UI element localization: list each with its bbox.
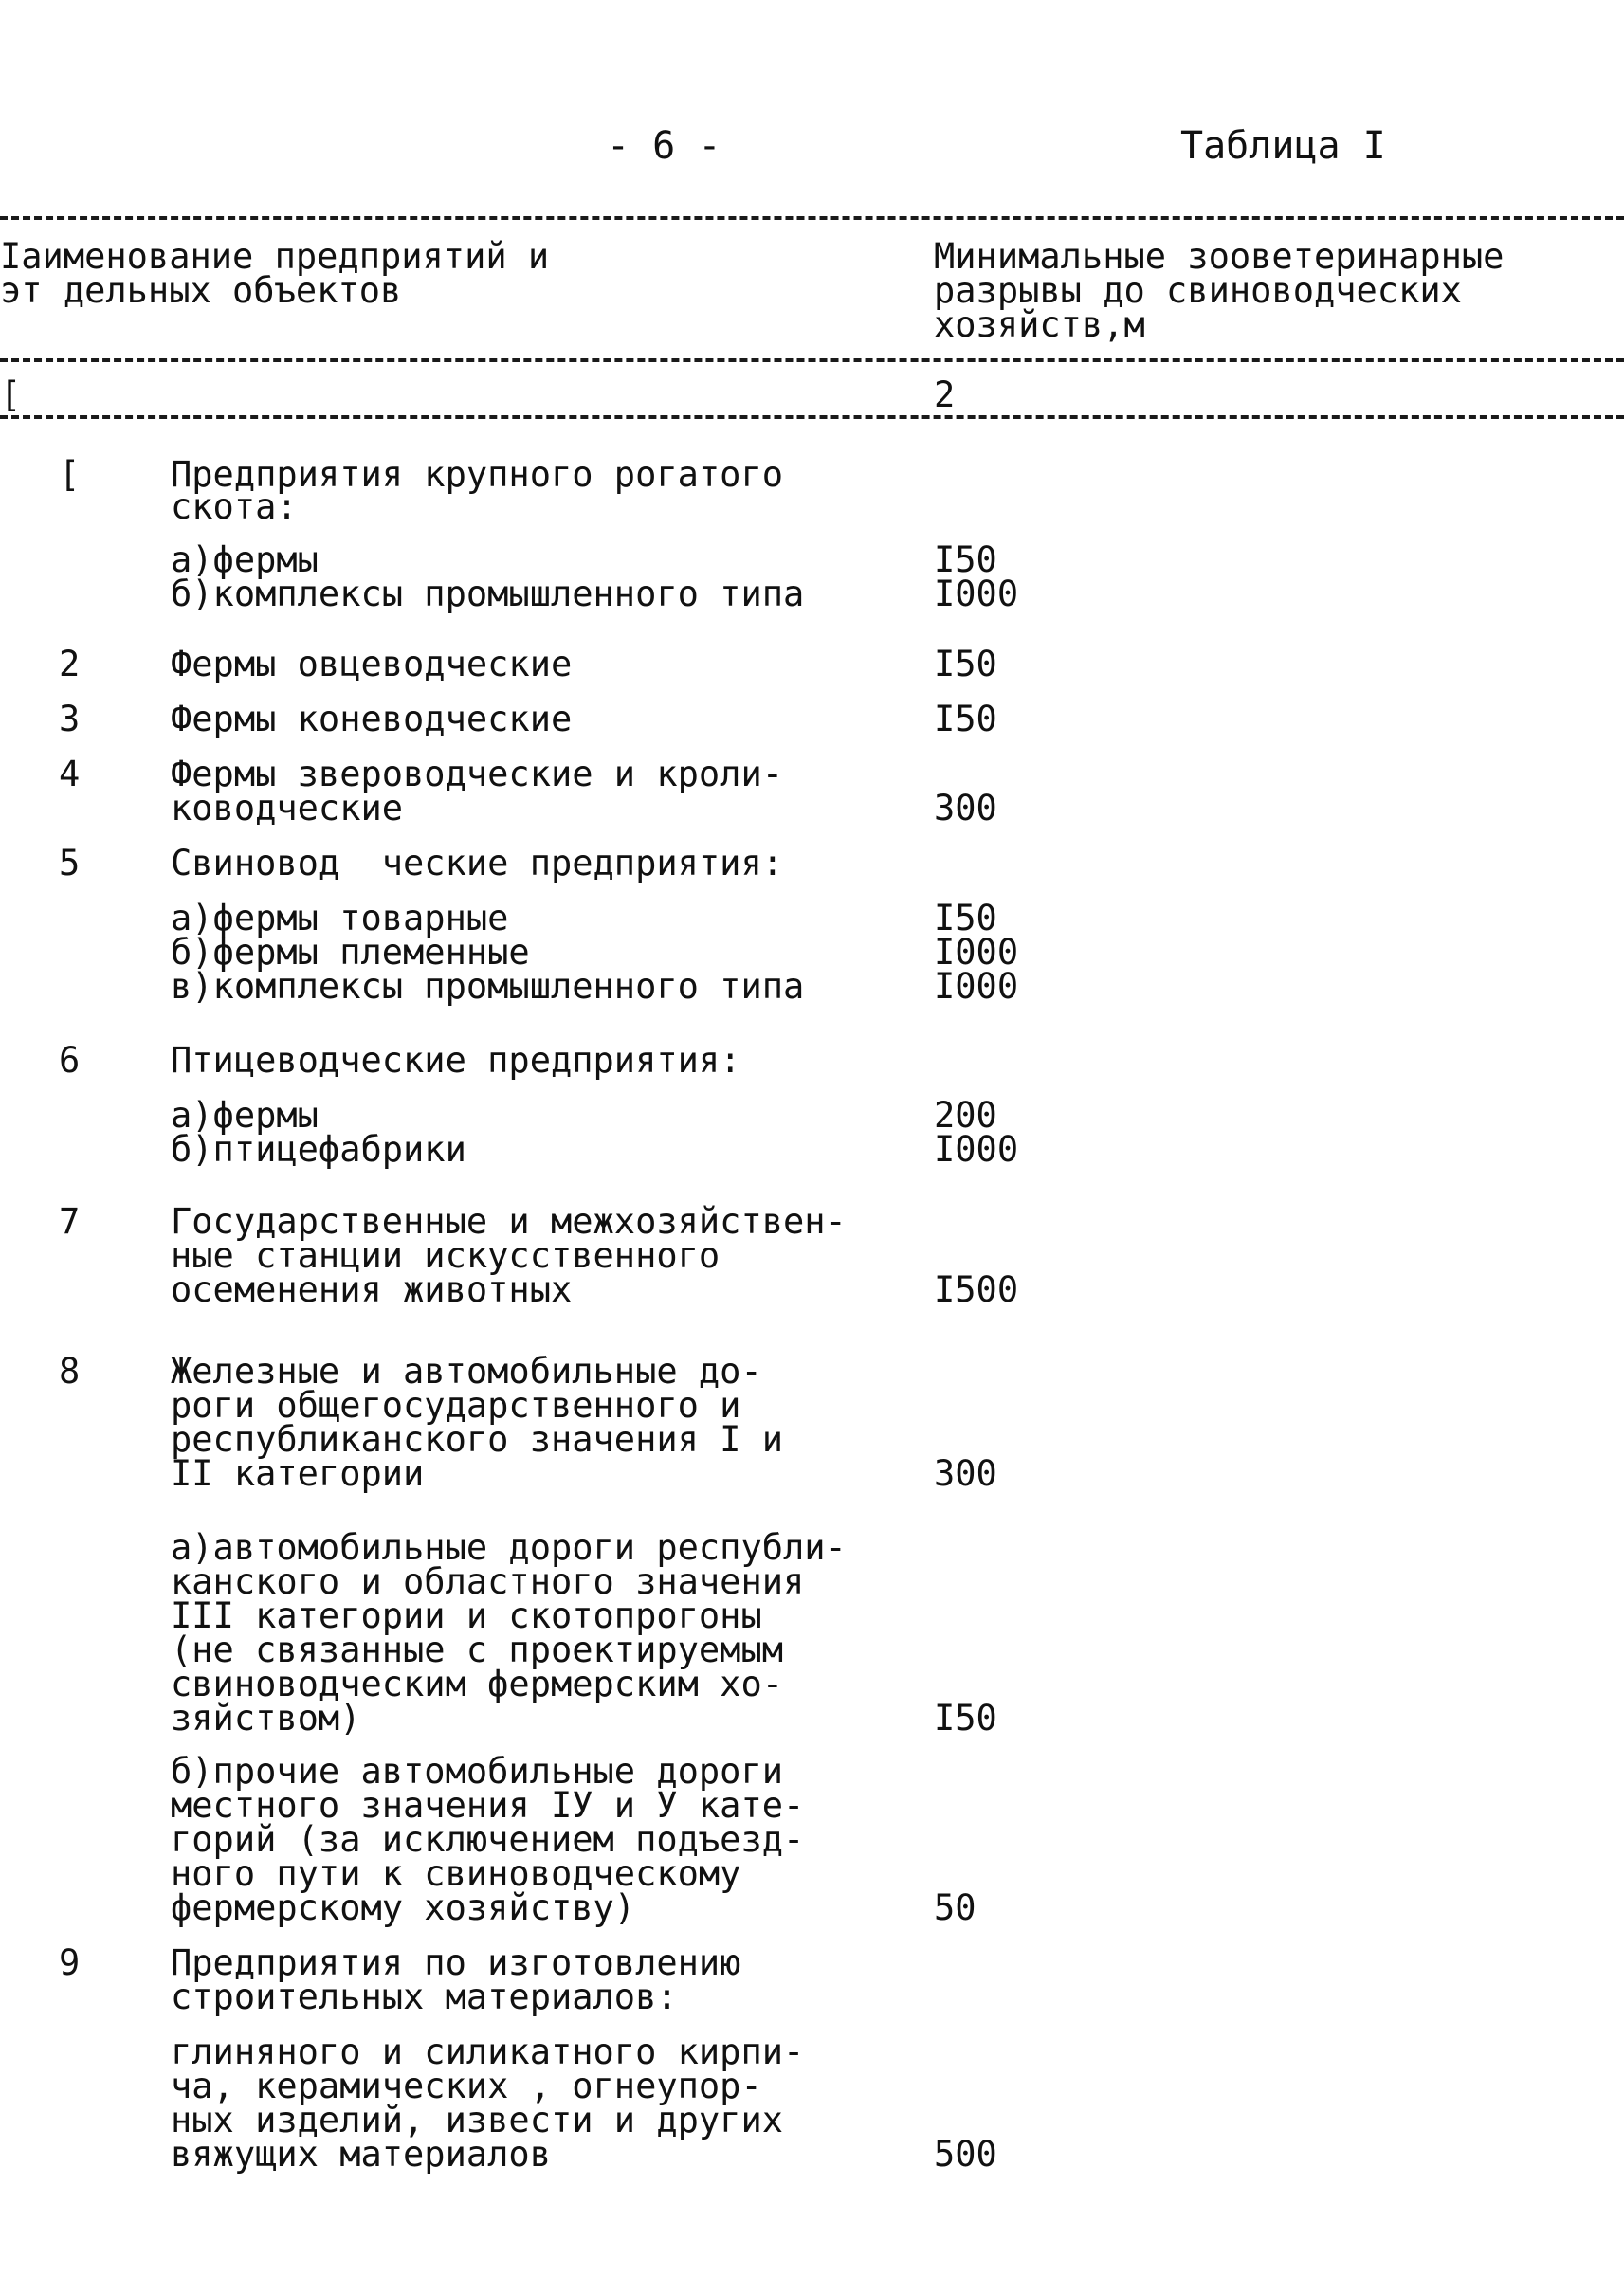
row-text: вяжущих материалов xyxy=(171,2134,551,2175)
row-text: Фермы коневодческие xyxy=(171,699,573,739)
col2-number: 2 xyxy=(934,374,956,415)
row-text: б)комплексы промышленного типа xyxy=(171,574,805,614)
row-value: 300 xyxy=(934,788,997,829)
row-text: ного пути к свиноводческому xyxy=(171,1853,741,1894)
row-value: I50 xyxy=(934,699,997,739)
row-text: ководческие xyxy=(171,788,404,829)
row-value: I500 xyxy=(934,1269,1019,1310)
row-text: а)фермы xyxy=(171,539,319,580)
row-number: 8 xyxy=(59,1351,81,1392)
row-number: 2 xyxy=(59,644,81,684)
row-text: а)фермы xyxy=(171,1095,319,1136)
row-value: I000 xyxy=(934,932,1019,973)
row-text: ных изделий, извести и других xyxy=(171,2100,784,2140)
table-top-rule xyxy=(0,216,1624,220)
row-text: II категории xyxy=(171,1453,425,1494)
row-value: I50 xyxy=(934,1698,997,1739)
row-value: I50 xyxy=(934,898,997,938)
row-text: III категории и скотопрогоны xyxy=(171,1595,762,1636)
row-text: свиноводческим фермерским хо- xyxy=(171,1664,784,1704)
row-value: I50 xyxy=(934,539,997,580)
row-text: строительных материалов: xyxy=(171,1976,678,2017)
row-number: 4 xyxy=(59,754,81,794)
col1-number: [ xyxy=(0,374,22,415)
row-text: (не связанные с проектируемым xyxy=(171,1630,784,1670)
col2-header-line2: разрывы до свиноводческих xyxy=(934,270,1462,311)
row-text: местного значения IУ и У кате- xyxy=(171,1785,805,1826)
row-text: канского и областного значения xyxy=(171,1561,805,1602)
row-text: роги общегосударственного и xyxy=(171,1385,741,1426)
row-text: Птицеводческие предприятия: xyxy=(171,1040,741,1081)
row-text: Предприятия крупного рогатого xyxy=(171,454,784,495)
row-value: I000 xyxy=(934,574,1019,614)
row-text: глиняного и силикатного кирпи- xyxy=(171,2031,805,2072)
row-number: 9 xyxy=(59,1942,81,1983)
row-text: в)комплексы промышленного типа xyxy=(171,966,805,1007)
row-text: б)птицефабрики xyxy=(171,1129,466,1170)
row-text: б)фермы племенные xyxy=(171,932,530,973)
row-text: скота: xyxy=(171,486,298,527)
row-text: а)автомобильные дороги республи- xyxy=(171,1527,847,1568)
row-value: 200 xyxy=(934,1095,997,1136)
row-text: ные станции искусственного xyxy=(171,1235,721,1276)
row-number: 3 xyxy=(59,699,81,739)
row-text: Государственные и межхозяйствен- xyxy=(171,1201,847,1242)
row-value: I000 xyxy=(934,966,1019,1007)
row-text: Предприятия по изготовлению xyxy=(171,1942,741,1983)
header-bottom-rule xyxy=(0,358,1624,362)
row-text: республиканского значения I и xyxy=(171,1419,784,1460)
row-number: 7 xyxy=(59,1201,81,1242)
row-value: I50 xyxy=(934,644,997,684)
row-text: Фермы звероводческие и кроли- xyxy=(171,754,784,794)
row-text: Свиновод ческие предприятия: xyxy=(171,843,784,883)
row-value: 500 xyxy=(934,2134,997,2175)
row-text: а)фермы товарные xyxy=(171,898,509,938)
row-number: 5 xyxy=(59,843,81,883)
col2-header-line1: Минимальные зооветеринарные xyxy=(934,236,1505,277)
row-text: ча, керамических , огнеупор- xyxy=(171,2066,762,2106)
page-number: - 6 - xyxy=(607,124,721,168)
row-text: фермерскому хозяйству) xyxy=(171,1887,636,1928)
row-text: зяйством) xyxy=(171,1698,361,1739)
row-text: Железные и автомобильные до- xyxy=(171,1351,762,1392)
col2-header-line3: хозяйств,м xyxy=(934,304,1145,345)
row-text: осеменения животных xyxy=(171,1269,573,1310)
row-number: [ xyxy=(59,454,81,495)
numbers-bottom-rule xyxy=(0,415,1624,419)
row-text: горий (за исключением подъезд- xyxy=(171,1819,805,1860)
row-value: 50 xyxy=(934,1887,976,1928)
row-text: Фермы овцеводческие xyxy=(171,644,573,684)
row-value: 300 xyxy=(934,1453,997,1494)
row-number: 6 xyxy=(59,1040,81,1081)
col1-header-line2: эт дельных объектов xyxy=(0,270,402,311)
row-value: I000 xyxy=(934,1129,1019,1170)
table-title: Таблица I xyxy=(1180,124,1386,168)
row-text: б)прочие автомобильные дороги xyxy=(171,1751,784,1792)
col1-header-line1: Iаименование предприятий и xyxy=(0,236,550,277)
